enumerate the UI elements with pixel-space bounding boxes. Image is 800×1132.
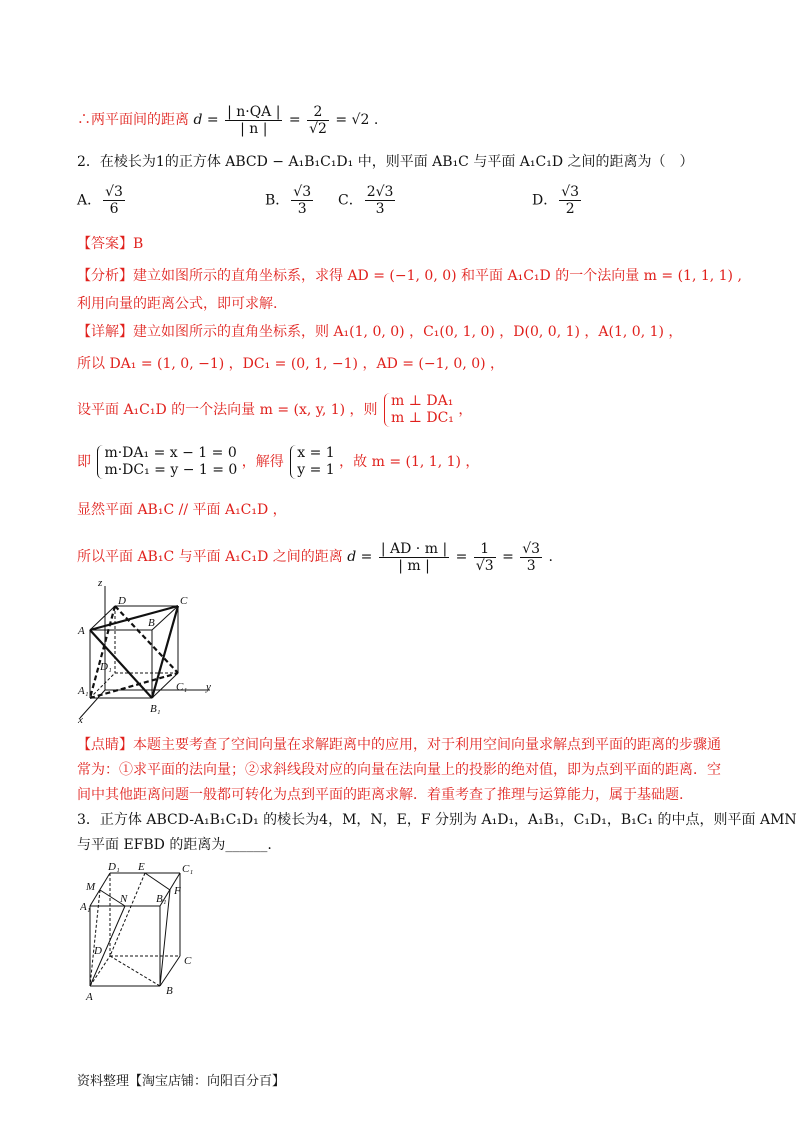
comment-line-2: 常为：①求平面的法向量；②求斜线段对应的向量在法向量上的投影的绝对值，即为点到平面的距离．空 <box>77 762 721 778</box>
analysis-line-1: 【分析】建立如图所示的直角坐标系，求得 AD = (−1, 0, 0) 和平面 A₁C₁D 的一个法向量 m = (1, 1, 1) , <box>77 268 742 284</box>
comment-line-3: 间中其他距离问题一般都可转化为点到平面的距离求解．着重考查了推理与运算能力，属于基础题. <box>77 787 684 803</box>
fraction: $\frac{| n\cdot QA |}{| n |}$ <box>227 103 281 137</box>
label-B: B <box>166 985 173 997</box>
label-D: D <box>94 945 102 957</box>
label-A: A <box>78 625 85 637</box>
question-3-line-1: 3．正方体 ABCD-A₁B₁C₁D₁ 的棱长为4，M，N，E，F 分别为 A₁D₁，A₁B₁，C₁D₁，B₁C₁ 的中点，则平面 AMN <box>77 812 797 828</box>
label-B: B <box>148 617 155 629</box>
cube-figure-2 <box>80 858 210 1003</box>
answer: 【答案】B <box>77 236 144 252</box>
label-M: M <box>86 881 96 893</box>
option-a: A． $\frac{√3}{6}$ <box>77 184 123 217</box>
label-N: N <box>120 893 128 905</box>
equation-system: m·DA₁ = x − 1 = 0 m·DC₁ = y − 1 = 0 <box>97 445 237 479</box>
label-D1: D₁ <box>108 861 120 873</box>
detail-line-4: 即 m·DA₁ = x − 1 = 0 m·DC₁ = y − 1 = 0 ，解得 x = 1 y = 1 ，故 m = (1, 1, 1) ， <box>77 445 480 478</box>
label-x: x <box>78 714 83 726</box>
label-C: C <box>184 955 192 967</box>
option-c: C． $\frac{2√3}{3}$ <box>338 184 394 217</box>
label-A1: A₁ <box>78 685 89 697</box>
detail-line-5: 显然平面 AB₁C // 平面 A₁C₁D ， <box>77 502 287 518</box>
footer-text: 资料整理【淘宝店铺：向阳百分百】 <box>77 1074 286 1089</box>
label-D1: D₁ <box>100 661 112 673</box>
detail-line-3: 设平面 A₁C₁D 的一个法向量 m = (x, y, 1) ，则 m ⊥ DA₁ m ⊥ DC₁ ， <box>77 393 473 426</box>
distance-conclusion: ∴两平面间的距离 d = $\frac{| n\cdot QA |}{| n |}$ = $\frac{2}{√2}$ = √2 . <box>77 103 379 137</box>
label-A: A <box>86 991 93 1003</box>
detail-line-2: 所以 DA₁ = (1, 0, −1) ，DC₁ = (0, 1, −1) ，AD = (−1, 0, 0) ， <box>77 356 505 372</box>
option-b: B． $\frac{√3}{3}$ <box>265 184 312 217</box>
label-C1: C₁ <box>182 863 194 875</box>
option-d: D． $\frac{√3}{2}$ <box>532 184 580 217</box>
solution-system: x = 1 y = 1 <box>290 445 334 479</box>
label-z: z <box>98 578 103 589</box>
question-3-line-2: 与平面 EFBD 的距离为______. <box>77 837 272 853</box>
label-E: E <box>138 861 145 873</box>
detail-line-1: 【详解】建立如图所示的直角坐标系，则 A₁(1, 0, 0) ，C₁(0, 1, 0) ，D(0, 0, 1) ，A(1, 0, 1) ， <box>77 324 683 340</box>
comment-line-1: 【点睛】本题主要考查了空间向量在求解距离中的应用，对于利用空间向量求解点到平面的距离的步骤通 <box>77 737 721 753</box>
label-B1: B₁ <box>156 893 167 905</box>
label-F: F <box>174 885 181 897</box>
question-2-stem: 2．在棱长为1的正方体 ABCD − A₁B₁C₁D₁ 中，则平面 AB₁C 与平面 A₁C₁D 之间的距离为（ ） <box>77 154 694 170</box>
fraction: $\frac{2}{√2}$ <box>309 103 327 137</box>
label-A1: A₁ <box>80 901 91 913</box>
label-C1: C₁ <box>176 681 188 693</box>
label-B1: B₁ <box>150 703 161 715</box>
condition-system: m ⊥ DA₁ m ⊥ DC₁ <box>384 393 454 427</box>
detail-line-6: 所以平面 AB₁C 与平面 A₁C₁D 之间的距离 d = $\frac{| AD \cdot m |}{| m |}$ = $\frac{1}{√3}$ = $\frac{√3}{3}$ . <box>77 540 553 574</box>
label-y: y <box>206 681 211 693</box>
analysis-line-2: 利用向量的距离公式，即可求解. <box>77 296 278 312</box>
label-C: C <box>180 595 188 607</box>
cube-figure-1 <box>70 578 230 728</box>
label-D: D <box>118 595 126 607</box>
